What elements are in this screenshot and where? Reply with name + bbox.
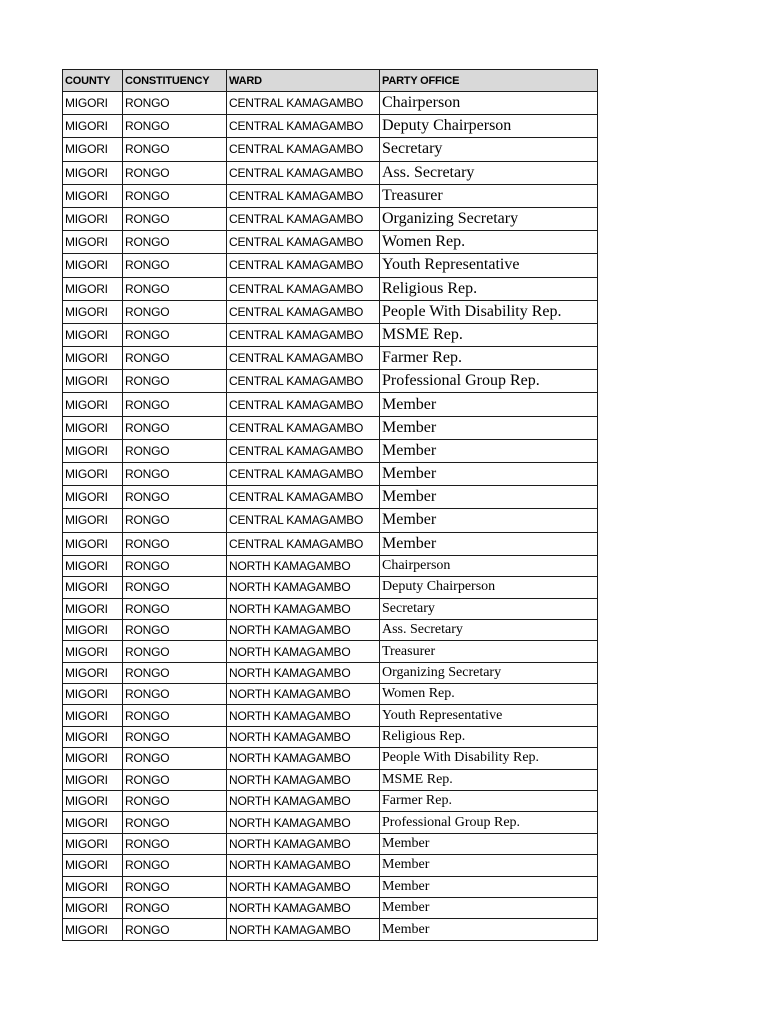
county-cell[interactable]: MIGORI: [63, 207, 123, 230]
column-header-party-office[interactable]: PARTY OFFICE: [380, 70, 598, 92]
county-cell[interactable]: MIGORI: [63, 486, 123, 509]
constituency-cell[interactable]: RONGO: [123, 184, 227, 207]
party-office-cell[interactable]: Member: [380, 898, 598, 919]
constituency-cell[interactable]: RONGO: [123, 532, 227, 555]
table-row: [63, 138, 598, 161]
constituency-cell[interactable]: RONGO: [123, 726, 227, 747]
ward-cell[interactable]: CENTRAL KAMAGAMBO: [227, 416, 380, 439]
ward-cell[interactable]: CENTRAL KAMAGAMBO: [227, 115, 380, 138]
table-row: [63, 705, 598, 726]
constituency-cell[interactable]: RONGO: [123, 748, 227, 769]
county-cell[interactable]: MIGORI: [63, 393, 123, 416]
party-office-cell[interactable]: Youth Representative: [380, 705, 598, 726]
table-row: [63, 439, 598, 462]
county-cell[interactable]: MIGORI: [63, 641, 123, 662]
party-office-cell[interactable]: Member: [380, 439, 598, 462]
ward-cell[interactable]: NORTH KAMAGAMBO: [227, 898, 380, 919]
constituency-cell[interactable]: RONGO: [123, 115, 227, 138]
party-office-cell[interactable]: Member: [380, 919, 598, 940]
constituency-cell[interactable]: RONGO: [123, 791, 227, 812]
party-office-cell[interactable]: Member: [380, 855, 598, 876]
constituency-cell[interactable]: RONGO: [123, 876, 227, 897]
ward-cell[interactable]: NORTH KAMAGAMBO: [227, 577, 380, 598]
table-body: [63, 92, 598, 941]
table-row: [63, 323, 598, 346]
ward-cell[interactable]: NORTH KAMAGAMBO: [227, 833, 380, 854]
party-office-cell[interactable]: Member: [380, 416, 598, 439]
constituency-cell[interactable]: RONGO: [123, 277, 227, 300]
party-office-cell[interactable]: Member: [380, 876, 598, 897]
constituency-cell[interactable]: RONGO: [123, 684, 227, 705]
county-cell[interactable]: MIGORI: [63, 748, 123, 769]
ward-cell[interactable]: CENTRAL KAMAGAMBO: [227, 509, 380, 532]
ward-cell[interactable]: CENTRAL KAMAGAMBO: [227, 323, 380, 346]
county-cell[interactable]: MIGORI: [63, 876, 123, 897]
constituency-cell[interactable]: RONGO: [123, 323, 227, 346]
ward-cell[interactable]: NORTH KAMAGAMBO: [227, 684, 380, 705]
county-cell[interactable]: MIGORI: [63, 231, 123, 254]
constituency-cell[interactable]: RONGO: [123, 641, 227, 662]
table-row: [63, 231, 598, 254]
constituency-cell[interactable]: RONGO: [123, 463, 227, 486]
constituency-cell[interactable]: RONGO: [123, 347, 227, 370]
county-cell[interactable]: MIGORI: [63, 115, 123, 138]
table-row: [63, 791, 598, 812]
ward-cell[interactable]: CENTRAL KAMAGAMBO: [227, 347, 380, 370]
table-header: [63, 70, 598, 92]
column-header-county[interactable]: COUNTY: [63, 70, 123, 92]
ward-cell[interactable]: NORTH KAMAGAMBO: [227, 598, 380, 619]
ward-cell[interactable]: NORTH KAMAGAMBO: [227, 769, 380, 790]
constituency-cell[interactable]: RONGO: [123, 231, 227, 254]
ward-cell[interactable]: CENTRAL KAMAGAMBO: [227, 231, 380, 254]
constituency-cell[interactable]: RONGO: [123, 370, 227, 393]
ward-cell[interactable]: NORTH KAMAGAMBO: [227, 855, 380, 876]
county-cell[interactable]: MIGORI: [63, 370, 123, 393]
ward-cell[interactable]: NORTH KAMAGAMBO: [227, 876, 380, 897]
table-row: [63, 748, 598, 769]
ward-cell[interactable]: CENTRAL KAMAGAMBO: [227, 138, 380, 161]
party-office-cell[interactable]: Ass. Secretary: [380, 619, 598, 640]
party-office-cell[interactable]: Member: [380, 393, 598, 416]
table-row: [63, 898, 598, 919]
constituency-cell[interactable]: RONGO: [123, 486, 227, 509]
ward-cell[interactable]: CENTRAL KAMAGAMBO: [227, 92, 380, 115]
county-cell[interactable]: MIGORI: [63, 726, 123, 747]
county-cell[interactable]: MIGORI: [63, 769, 123, 790]
table-row: [63, 115, 598, 138]
ward-cell[interactable]: NORTH KAMAGAMBO: [227, 662, 380, 683]
table-row: [63, 370, 598, 393]
ward-cell[interactable]: CENTRAL KAMAGAMBO: [227, 207, 380, 230]
party-office-cell[interactable]: Treasurer: [380, 641, 598, 662]
constituency-cell[interactable]: RONGO: [123, 769, 227, 790]
party-office-cell[interactable]: Member: [380, 532, 598, 555]
party-office-cell[interactable]: Religious Rep.: [380, 726, 598, 747]
party-office-cell[interactable]: Religious Rep.: [380, 277, 598, 300]
table-row: [63, 855, 598, 876]
county-cell[interactable]: MIGORI: [63, 416, 123, 439]
party-office-cell[interactable]: MSME Rep.: [380, 769, 598, 790]
table-row: [63, 300, 598, 323]
constituency-cell[interactable]: RONGO: [123, 812, 227, 833]
county-cell[interactable]: MIGORI: [63, 855, 123, 876]
party-office-cell[interactable]: Farmer Rep.: [380, 347, 598, 370]
constituency-cell[interactable]: RONGO: [123, 598, 227, 619]
table-row: [63, 532, 598, 555]
party-office-cell[interactable]: Deputy Chairperson: [380, 577, 598, 598]
constituency-cell[interactable]: RONGO: [123, 138, 227, 161]
county-cell[interactable]: MIGORI: [63, 662, 123, 683]
ward-cell[interactable]: NORTH KAMAGAMBO: [227, 619, 380, 640]
ward-cell[interactable]: CENTRAL KAMAGAMBO: [227, 161, 380, 184]
county-cell[interactable]: MIGORI: [63, 509, 123, 532]
header-row: [63, 70, 598, 92]
constituency-cell[interactable]: RONGO: [123, 207, 227, 230]
party-office-cell[interactable]: Secretary: [380, 598, 598, 619]
party-office-cell[interactable]: Chairperson: [380, 555, 598, 576]
county-cell[interactable]: MIGORI: [63, 439, 123, 462]
constituency-cell[interactable]: RONGO: [123, 619, 227, 640]
party-office-cell[interactable]: Treasurer: [380, 184, 598, 207]
ward-cell[interactable]: CENTRAL KAMAGAMBO: [227, 439, 380, 462]
ward-cell[interactable]: NORTH KAMAGAMBO: [227, 641, 380, 662]
table-row: [63, 876, 598, 897]
table-row: [63, 486, 598, 509]
county-cell[interactable]: MIGORI: [63, 919, 123, 940]
county-cell[interactable]: MIGORI: [63, 463, 123, 486]
table-row: [63, 393, 598, 416]
table-row: [63, 726, 598, 747]
constituency-cell[interactable]: RONGO: [123, 393, 227, 416]
county-cell[interactable]: MIGORI: [63, 833, 123, 854]
party-office-cell[interactable]: Farmer Rep.: [380, 791, 598, 812]
column-header-ward[interactable]: WARD: [227, 70, 380, 92]
table-row: [63, 598, 598, 619]
ward-cell[interactable]: NORTH KAMAGAMBO: [227, 555, 380, 576]
ward-cell[interactable]: NORTH KAMAGAMBO: [227, 726, 380, 747]
table-row: [63, 207, 598, 230]
party-office-cell[interactable]: Professional Group Rep.: [380, 370, 598, 393]
ward-cell[interactable]: NORTH KAMAGAMBO: [227, 812, 380, 833]
ward-cell[interactable]: CENTRAL KAMAGAMBO: [227, 393, 380, 416]
table-row: [63, 662, 598, 683]
constituency-cell[interactable]: RONGO: [123, 855, 227, 876]
county-cell[interactable]: MIGORI: [63, 705, 123, 726]
constituency-cell[interactable]: RONGO: [123, 898, 227, 919]
ward-cell[interactable]: CENTRAL KAMAGAMBO: [227, 300, 380, 323]
party-office-cell[interactable]: Women Rep.: [380, 684, 598, 705]
constituency-cell[interactable]: RONGO: [123, 416, 227, 439]
county-cell[interactable]: MIGORI: [63, 138, 123, 161]
table-row: [63, 463, 598, 486]
county-cell[interactable]: MIGORI: [63, 598, 123, 619]
ward-cell[interactable]: CENTRAL KAMAGAMBO: [227, 254, 380, 277]
party-office-cell[interactable]: Member: [380, 463, 598, 486]
county-cell[interactable]: MIGORI: [63, 812, 123, 833]
county-cell[interactable]: MIGORI: [63, 898, 123, 919]
party-office-cell[interactable]: Youth Representative: [380, 254, 598, 277]
table-row: [63, 509, 598, 532]
party-office-cell[interactable]: Women Rep.: [380, 231, 598, 254]
party-office-cell[interactable]: People With Disability Rep.: [380, 748, 598, 769]
county-cell[interactable]: MIGORI: [63, 619, 123, 640]
constituency-cell[interactable]: RONGO: [123, 833, 227, 854]
constituency-cell[interactable]: RONGO: [123, 577, 227, 598]
table-row: [63, 769, 598, 790]
party-office-cell[interactable]: Deputy Chairperson: [380, 115, 598, 138]
county-cell[interactable]: MIGORI: [63, 92, 123, 115]
county-cell[interactable]: MIGORI: [63, 277, 123, 300]
county-cell[interactable]: MIGORI: [63, 791, 123, 812]
county-cell[interactable]: MIGORI: [63, 254, 123, 277]
ward-cell[interactable]: NORTH KAMAGAMBO: [227, 748, 380, 769]
column-header-constituency[interactable]: CONSTITUENCY: [123, 70, 227, 92]
ward-cell[interactable]: CENTRAL KAMAGAMBO: [227, 184, 380, 207]
table-row: [63, 833, 598, 854]
table-row: [63, 184, 598, 207]
constituency-cell[interactable]: RONGO: [123, 662, 227, 683]
table-row: [63, 254, 598, 277]
constituency-cell[interactable]: RONGO: [123, 509, 227, 532]
ward-cell[interactable]: NORTH KAMAGAMBO: [227, 919, 380, 940]
constituency-cell[interactable]: RONGO: [123, 705, 227, 726]
county-cell[interactable]: MIGORI: [63, 347, 123, 370]
table-row: [63, 277, 598, 300]
county-cell[interactable]: MIGORI: [63, 300, 123, 323]
party-office-cell[interactable]: Member: [380, 833, 598, 854]
table-row: [63, 684, 598, 705]
constituency-cell[interactable]: RONGO: [123, 439, 227, 462]
constituency-cell[interactable]: RONGO: [123, 92, 227, 115]
table-row: [63, 347, 598, 370]
ward-cell[interactable]: CENTRAL KAMAGAMBO: [227, 277, 380, 300]
constituency-cell[interactable]: RONGO: [123, 300, 227, 323]
county-cell[interactable]: MIGORI: [63, 684, 123, 705]
table-row: [63, 416, 598, 439]
constituency-cell[interactable]: RONGO: [123, 555, 227, 576]
ward-cell[interactable]: CENTRAL KAMAGAMBO: [227, 486, 380, 509]
party-office-table: [62, 69, 598, 941]
constituency-cell[interactable]: RONGO: [123, 161, 227, 184]
ward-cell[interactable]: CENTRAL KAMAGAMBO: [227, 370, 380, 393]
party-office-cell[interactable]: Professional Group Rep.: [380, 812, 598, 833]
table-row: [63, 92, 598, 115]
county-cell[interactable]: MIGORI: [63, 577, 123, 598]
table-row: [63, 812, 598, 833]
ward-cell[interactable]: NORTH KAMAGAMBO: [227, 705, 380, 726]
ward-cell[interactable]: CENTRAL KAMAGAMBO: [227, 463, 380, 486]
table-row: [63, 641, 598, 662]
table-row: [63, 577, 598, 598]
constituency-cell[interactable]: RONGO: [123, 919, 227, 940]
party-office-cell[interactable]: Organizing Secretary: [380, 207, 598, 230]
party-office-cell[interactable]: People With Disability Rep.: [380, 300, 598, 323]
county-cell[interactable]: MIGORI: [63, 184, 123, 207]
party-office-cell[interactable]: MSME Rep.: [380, 323, 598, 346]
ward-cell[interactable]: CENTRAL KAMAGAMBO: [227, 532, 380, 555]
party-office-cell[interactable]: Member: [380, 486, 598, 509]
constituency-cell[interactable]: RONGO: [123, 254, 227, 277]
party-office-cell[interactable]: Chairperson: [380, 92, 598, 115]
county-cell[interactable]: MIGORI: [63, 532, 123, 555]
table-row: [63, 619, 598, 640]
county-cell[interactable]: MIGORI: [63, 161, 123, 184]
table-row: [63, 919, 598, 940]
party-office-cell[interactable]: Secretary: [380, 138, 598, 161]
party-office-cell[interactable]: Member: [380, 509, 598, 532]
party-office-cell[interactable]: Organizing Secretary: [380, 662, 598, 683]
table-row: [63, 555, 598, 576]
party-office-cell[interactable]: Ass. Secretary: [380, 161, 598, 184]
county-cell[interactable]: MIGORI: [63, 555, 123, 576]
county-cell[interactable]: MIGORI: [63, 323, 123, 346]
table-row: [63, 161, 598, 184]
ward-cell[interactable]: NORTH KAMAGAMBO: [227, 791, 380, 812]
